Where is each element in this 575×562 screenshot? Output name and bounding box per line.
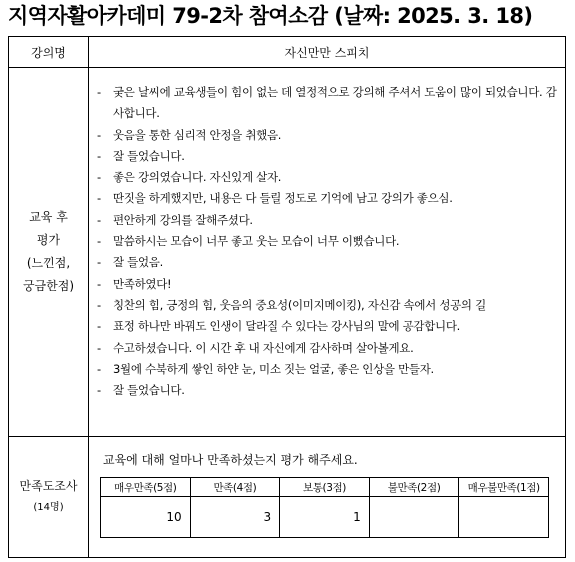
list-item: - 잘 들었습니다. [97,148,185,163]
list-item: - 웃음을 통한 심리적 안정을 취했음. [97,127,282,142]
list-item: - 만족하였다! [97,276,172,291]
rating-header-neutral: 보통(3점) [280,478,370,497]
survey-label: 만족도조사 [19,479,78,493]
respondent-count: (14명) [33,502,64,513]
list-item: - 칭찬의 힘, 긍정의 힘, 웃음의 중요성(이미지메이킹), 자신감 속에서 성공의 길 [97,297,486,312]
table-header-row [9,37,566,68]
list-item-text: 잘 들었습니다. [113,383,185,398]
feedback-list-cell [89,68,566,437]
rating-header-very-dissatisfied: 매우불만족(1점) [459,478,549,497]
list-item-text: 수고하셨습니다. 이 시간 후 내 자신에게 감사하며 살아볼게요. [113,340,414,355]
list-item: - 편안하게 강의를 잘해주셨다. [97,212,253,227]
feedback-label [9,68,89,437]
feedback-label-line: 교육 후 [29,210,68,224]
list-item: - 수고하셨습니다. 이 시간 후 내 자신에게 감사하며 살아볼게요. [97,340,414,355]
list-item: - 말씀하시는 모습이 너무 좋고 웃는 모습이 너무 이뻤습니다. [97,234,400,249]
feedback-list [89,68,565,401]
rating-value-satisfied: 3 [190,497,280,538]
list-item-text: 말씀하시는 모습이 너무 좋고 웃는 모습이 너무 이뻤습니다. [113,234,400,249]
list-item-text: 편안하게 강의를 잘해주셨다. [113,212,253,227]
list-item-text: 칭찬의 힘, 긍정의 힘, 웃음의 중요성(이미지메이킹), 자신감 속에서 성공의 길 [113,297,486,312]
rating-header-very-satisfied: 매우만족(5점) [101,478,191,497]
list-item: - 궂은 날씨에 교육생들이 힘이 없는 데 열정적으로 강의해 주셔서 도움이 많이 되었습니다. 감사합니다. [97,85,557,121]
rating-value-very-satisfied: 10 [101,497,191,538]
survey-cell [89,437,566,558]
list-item: - 잘 들었음. [97,255,163,270]
rating-value-neutral: 1 [280,497,370,538]
lecture-name-label: 강의명 [9,37,89,68]
list-item-text: 표정 하나만 바꿔도 인생이 달라질 수 있다는 강사님의 말에 공감합니다. [113,319,461,334]
rating-value-very-dissatisfied [459,497,549,538]
list-item: - 딴짓을 하게했지만, 내용은 다 들릴 정도로 기억에 남고 강의가 좋으심. [97,191,453,206]
ratings-table [100,477,549,538]
list-item-text: 궂은 날씨에 교육생들이 힘이 없는 데 열정적으로 강의해 주셔서 도움이 많이 되었습니다. 감사합니다. [113,85,557,121]
rating-header-dissatisfied: 불만족(2점) [369,478,459,497]
list-item-text: 웃음을 통한 심리적 안정을 취했음. [113,127,282,142]
ratings-header-row [101,478,549,497]
list-item: - 3월에 수북하게 쌓인 하얀 눈, 미소 짓는 얼굴, 좋은 인상을 만들자. [97,361,434,376]
list-item-text: 3월에 수북하게 쌓인 하얀 눈, 미소 짓는 얼굴, 좋은 인상을 만들자. [113,361,434,376]
page-title: 지역자활아카데미 79-2차 참여소감 (날짜: 2025. 3. 18) [8,4,533,28]
feedback-row [9,68,566,437]
list-item: - 표정 하나만 바꿔도 인생이 달라질 수 있다는 강사님의 말에 공감합니다. [97,319,461,334]
survey-question: 교육에 대해 얼마나 만족하셨는지 평가 해주세요. [103,453,358,467]
survey-label-cell [9,437,89,558]
ratings-value-row [101,497,549,538]
list-item-text: 잘 들었습니다. [113,148,185,163]
list-item-text: 딴짓을 하게했지만, 내용은 다 들릴 정도로 기억에 남고 강의가 좋으심. [113,191,453,206]
feedback-label-line: 궁금한점) [22,279,75,293]
list-item-text: 좋은 강의였습니다. 자신있게 살자. [113,170,282,185]
list-item: - 잘 들었습니다. [97,383,185,398]
feedback-label-line: (느낀점, [26,256,71,270]
list-item-text: 만족하였다! [113,276,172,291]
survey-row [9,437,566,558]
feedback-table [8,36,566,558]
list-item-text: 잘 들었음. [113,255,163,270]
feedback-label-line: 평가 [36,233,61,247]
rating-header-satisfied: 만족(4점) [190,478,280,497]
lecture-name-value: 자신만만 스피치 [89,37,566,68]
rating-value-dissatisfied [369,497,459,538]
list-item: - 좋은 강의였습니다. 자신있게 살자. [97,170,282,185]
